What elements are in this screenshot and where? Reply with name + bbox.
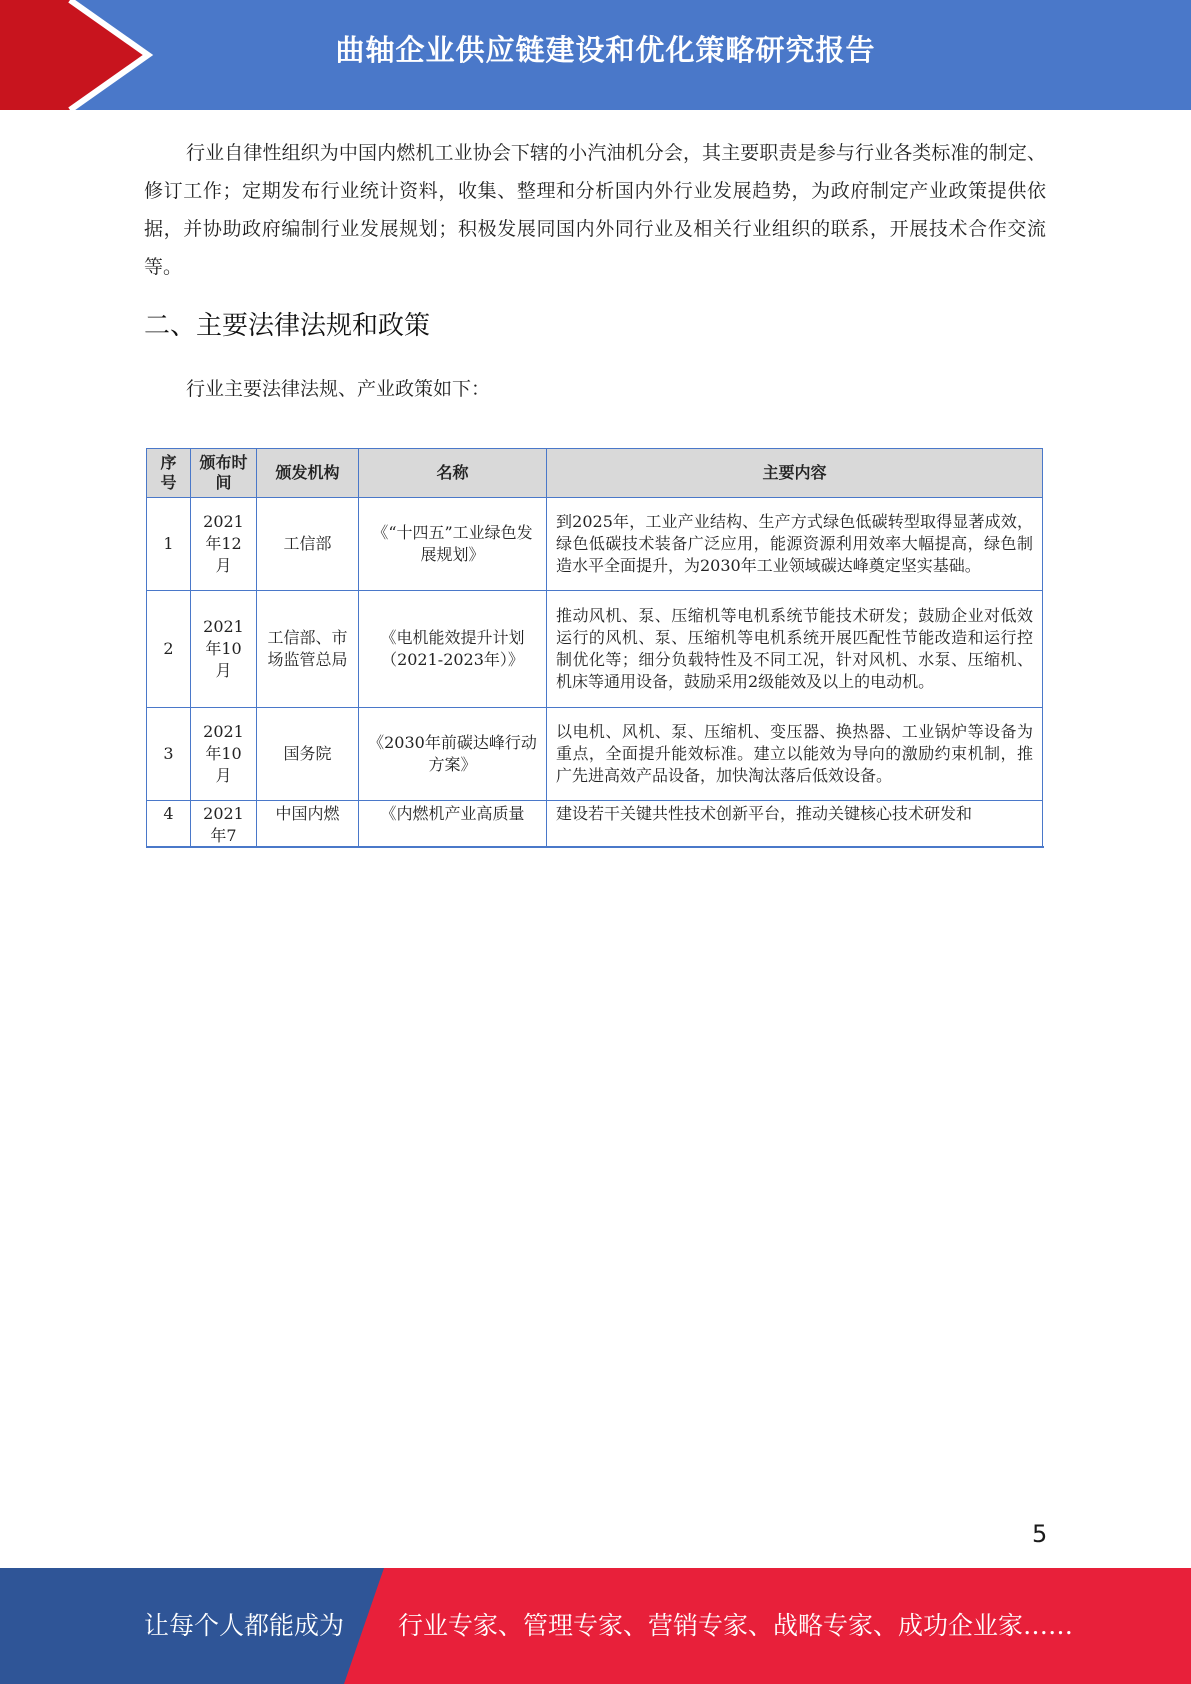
- table-row: [147, 801, 1043, 849]
- page-number: 5: [1032, 1520, 1048, 1548]
- column-header-date: 颁布时间: [191, 449, 257, 498]
- cell-name: 《“十四五”工业绿色发展规划》: [359, 498, 547, 591]
- footer-slogan-right: 行业专家、管理专家、营销专家、战略专家、成功企业家……: [398, 1611, 1074, 1640]
- cell-date: 2021年10月: [191, 708, 257, 801]
- cell-number: 3: [147, 708, 191, 801]
- cell-name: 《电机能效提升计划（2021-2023年）》: [359, 591, 547, 708]
- table-row: [147, 498, 1043, 591]
- report-title: 曲轴企业供应链建设和优化策略研究报告: [335, 33, 876, 67]
- body-paragraph: 行业自律性组织为中国内燃机工业协会下辖的小汽油机分会，其主要职责是参与行业各类标准的制定、修订工作；定期发布行业统计资料，收集、整理和分析国内外行业发展趋势，为政府制定产业政策提供依据，并协助政府编制行业发展规划；积极发展同国内外同行业及相关行业组织的联系，开展技术合作交流等。: [144, 142, 1046, 278]
- cell-org: 中国内燃: [257, 801, 359, 849]
- cell-name: 《2030年前碳达峰行动方案》: [359, 708, 547, 801]
- cell-org: 国务院: [257, 708, 359, 801]
- cell-org: 工信部、市场监管总局: [257, 591, 359, 708]
- cell-number: 1: [147, 498, 191, 591]
- column-header-number: 序号: [147, 449, 191, 498]
- header-banner: [0, 0, 1191, 110]
- cell-number: 2: [147, 591, 191, 708]
- footer-slogan-left: 让每个人都能成为: [144, 1611, 345, 1640]
- footer-banner: [0, 1568, 1191, 1684]
- cell-date: 2021年12月: [191, 498, 257, 591]
- table-row: [147, 591, 1043, 708]
- cell-name: 《内燃机产业高质量: [359, 801, 547, 849]
- column-header-name: 名称: [359, 449, 547, 498]
- cell-date: 2021年7: [191, 801, 257, 849]
- column-header-org: 颁发机构: [257, 449, 359, 498]
- cell-date: 2021年10月: [191, 591, 257, 708]
- policy-table: [146, 448, 1043, 848]
- table-header-row: [147, 449, 1043, 498]
- policy-table-wrapper: [146, 448, 1044, 848]
- section-heading: 二、主要法律法规和政策: [144, 311, 431, 341]
- cell-content: 到2025年，工业产业结构、生产方式绿色低碳转型取得显著成效，绿色低碳技术装备广泛应用，能源资源利用效率大幅提高，绿色制造水平全面提升，为2030年工业领域碳达峰奠定坚实基础。: [547, 498, 1043, 591]
- cell-content: 推动风机、泵、压缩机等电机系统节能技术研发；鼓励企业对低效运行的风机、泵、压缩机等电机系统开展匹配性节能改造和运行控制优化等；细分负载特性及不同工况，针对风机、水泵、压缩机、机床等通用设备，鼓励采用2级能效及以上的电动机。: [547, 591, 1043, 708]
- cell-content: 以电机、风机、泵、压缩机、变压器、换热器、工业锅炉等设备为重点，全面提升能效标准。建立以能效为导向的激励约束机制，推广先进高效产品设备，加快淘汰落后低效设备。: [547, 708, 1043, 801]
- column-header-content: 主要内容: [547, 449, 1043, 498]
- table-row: [147, 708, 1043, 801]
- cell-number: 4: [147, 801, 191, 849]
- table-intro: 行业主要法律法规、产业政策如下：: [186, 378, 491, 400]
- cell-org: 工信部: [257, 498, 359, 591]
- cell-content: 建设若干关键共性技术创新平台，推动关键核心技术研发和: [547, 801, 1043, 849]
